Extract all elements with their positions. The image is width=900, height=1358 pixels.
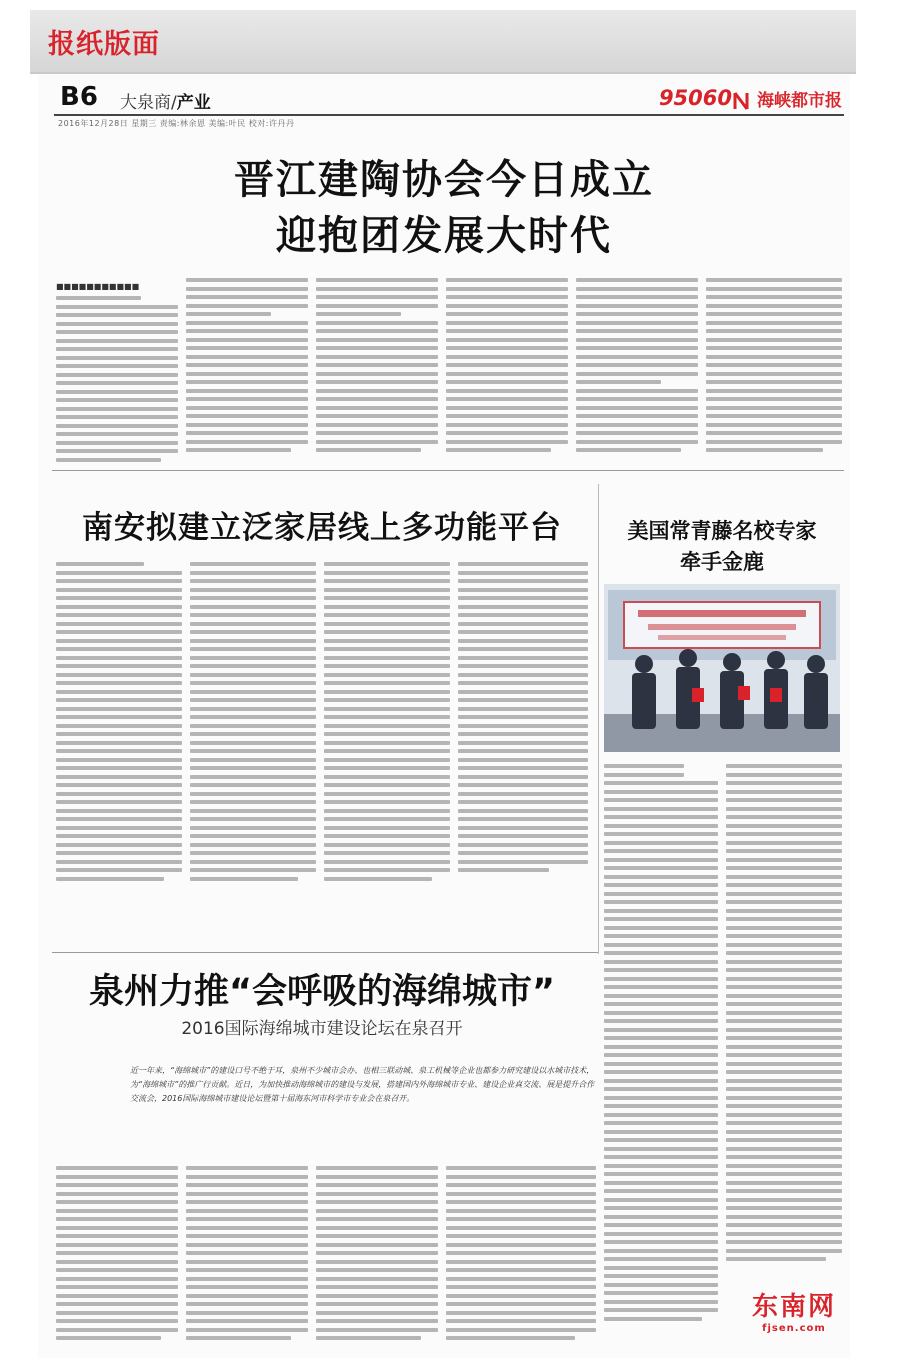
newspaper-page <box>38 74 850 1358</box>
story1-title-line1: 晋江建陶协会今日成立 <box>234 157 654 203</box>
story4-column <box>726 764 842 1266</box>
story2-column <box>56 562 182 885</box>
story3-lead: 近一年来，“海绵城市”的建设口号不绝于耳，泉州不少城市会办、也相三联动城、泉工机械等企业也都参力研究建设以水城市技术，为“海绵城市”的推广行贡献。近日，为加快推动海绵城市的建设与发展，搭建国内外海绵城市专业、建设企业真交流、展是提升合作交流会，2016国际海绵城市建设论坛暨第十届海东河市科学市专业会在泉召开。 <box>130 1066 595 1103</box>
section-divider <box>52 952 598 953</box>
paper-logo <box>733 86 842 111</box>
story3-column <box>56 1166 178 1345</box>
masthead <box>54 80 844 116</box>
story1-column <box>316 278 438 457</box>
story1-column <box>56 296 178 466</box>
section-a: 大泉商 <box>120 93 171 113</box>
watermark-url: fjsen.com <box>762 1323 826 1334</box>
story1-column <box>576 278 698 457</box>
section-label <box>120 88 211 113</box>
story3-subheadline: 2016国际海绵城市建设论坛在泉召开 <box>181 1019 463 1039</box>
story4-photo <box>604 584 840 752</box>
story1-column <box>446 278 568 457</box>
story4-title-line1: 美国常青藤名校专家 <box>627 519 817 543</box>
section-b: 产业 <box>176 93 211 113</box>
column-divider <box>598 484 599 954</box>
page-banner <box>30 10 856 74</box>
page-number: B6 <box>60 82 98 112</box>
story2-column <box>324 562 450 885</box>
story2-headline: 南安拟建立泛家居线上多功能平台 <box>82 510 562 546</box>
story1-headline <box>38 152 850 264</box>
banner-label: 报纸版面 <box>48 29 160 60</box>
dateline: 2016年12月28日 星期三 责编:林余恩 美编:叶民 校对:许丹丹 <box>58 119 295 128</box>
story4-title-line2: 牵手金鹿 <box>680 550 764 574</box>
hotline-number: 95060 <box>658 86 732 110</box>
story4-headline <box>604 516 840 578</box>
story2-column <box>190 562 316 885</box>
event-photo-illustration <box>604 584 840 752</box>
story1-byline: ■■■■■■■■■■■ <box>56 282 140 291</box>
story1-title-line2: 迎抱团发展大时代 <box>276 213 612 259</box>
story3-headline: 泉州力推“会呼吸的海绵城市” <box>88 972 555 1012</box>
paper-name: 海峡都市报 <box>757 91 842 111</box>
story1-column <box>186 278 308 457</box>
story1-column <box>706 278 842 457</box>
section-sep: / <box>171 93 177 113</box>
story3-column <box>316 1166 438 1345</box>
section-divider <box>52 470 844 471</box>
watermark-brand: 东南网 <box>751 1292 836 1322</box>
site-watermark <box>752 1286 836 1334</box>
story3-column <box>446 1166 596 1345</box>
story2-column <box>458 562 588 877</box>
story4-column <box>604 764 718 1325</box>
story3-column <box>186 1166 308 1345</box>
paper-logo-icon <box>733 91 751 111</box>
